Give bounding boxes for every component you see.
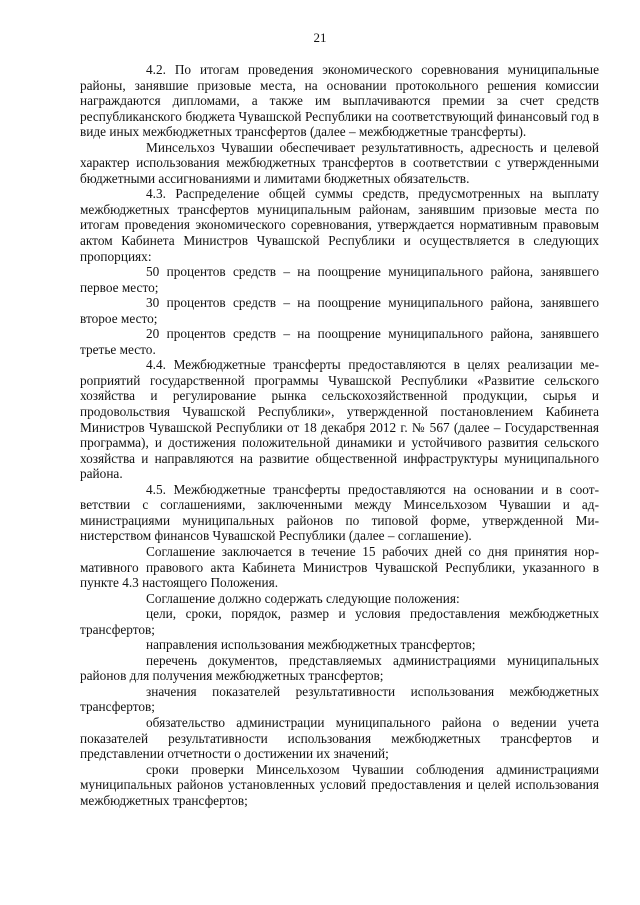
paragraph-agreement-term: Соглашение заключается в течение 15 рабочих дней со дня принятия нормативного правового акта Кабинета Министров Чувашской Республики, указанного в пункте 4.3 настоящего Положения. bbox=[80, 543, 599, 591]
list-item-inspection: сроки проверки Минсельхозом Чувашии соблюдения администрациями муниципальных районов установленных условий предоставления и целей использования межбюджетных трансфертов; bbox=[80, 761, 599, 808]
list-item-directions: направления использования межбюджетных трансфертов; bbox=[146, 637, 476, 653]
paragraph-4-3: 4.3. Распределение общей суммы средств, предусмотренных на выплату межбюджетных трансфертов муниципальным районам, занявшим призовые места по итогам проведения экономического соревнования, утверждается нормативным правовым актом Кабинета Министров Чувашской Республики и осуществляется в следующих пропорциях: bbox=[80, 186, 599, 264]
list-item-documents: перечень документов, представляемых администрациями муниципальных районов для получения межбюджетных трансфертов; bbox=[80, 652, 599, 684]
list-item-accounting: обязательство администрации муниципального района о ведении учета показателей результативности использования межбюджетных трансфертов и представлении отчетности о достижении их значений; bbox=[80, 714, 599, 762]
paragraph-4-5: 4.5. Межбюджетные трансферты предоставляются на основании и в соответствии с соглашениями, заключенными между Минсельхозом Чувашии и администрациями муниципальных районов по типовой форме, утвержденной Министерством финансов Чувашской Республики (далее – соглашение). bbox=[80, 481, 599, 544]
page-number: 21 bbox=[313, 30, 327, 45]
list-item-goals: цели, сроки, порядок, размер и условия предоставления межбюджетных трансфертов; bbox=[80, 606, 599, 637]
paragraph-4-2: 4.2. По итогам проведения экономического соревнования муниципальные районы, занявшие призовые места, на основании протокольного решения комиссии награждаются дипломами, а также им выплачиваются премии за счет средств республиканского бюджета Чувашской Республики на соответствующий финансовый год в виде иных межбюджетных трансфертов (далее – межбюджетные трансферты). bbox=[80, 62, 599, 140]
proportion-third-place: 20 процентов средств – на поощрение муниципального района, занявшего третье место. bbox=[80, 326, 599, 357]
document-body bbox=[80, 62, 599, 808]
paragraph-4-4: 4.4. Межбюджетные трансферты предоставляются в целях реализации мероприятий государственной программы Чувашской Республики «Развитие сельского хозяйства и регулирование рынка сельскохозяйственной продукции, сырья и продовольствия Чувашской Республики», утвержденной постановлением Кабинета Министров Чувашской Республики от 18 декабря 2012 г. № 567 (далее – Государственная программа), и достижения положительной динамики и устойчивого развития сельского хозяйства и направляются на развитие общественной инфраструктуры муниципального района. bbox=[80, 357, 599, 482]
proportion-first-place: 50 процентов средств – на поощрение муниципального района, занявшего первое место; bbox=[80, 264, 599, 295]
paragraph-minselkhoz: Минсельхоз Чувашии обеспечивает результативность, адресность и целевой характер использования межбюджетных трансфертов в соответствии с утвержденными бюджетными ассигнованиями и лимитами бюджетных обязательств. bbox=[80, 139, 599, 186]
paragraph-agreement-content: Соглашение должно содержать следующие положения: bbox=[146, 590, 460, 606]
list-item-indicators: значения показателей результативности использования межбюджетных трансфертов; bbox=[80, 683, 599, 715]
proportion-second-place: 30 процентов средств – на поощрение муниципального района, занявшего второе место; bbox=[80, 295, 599, 326]
